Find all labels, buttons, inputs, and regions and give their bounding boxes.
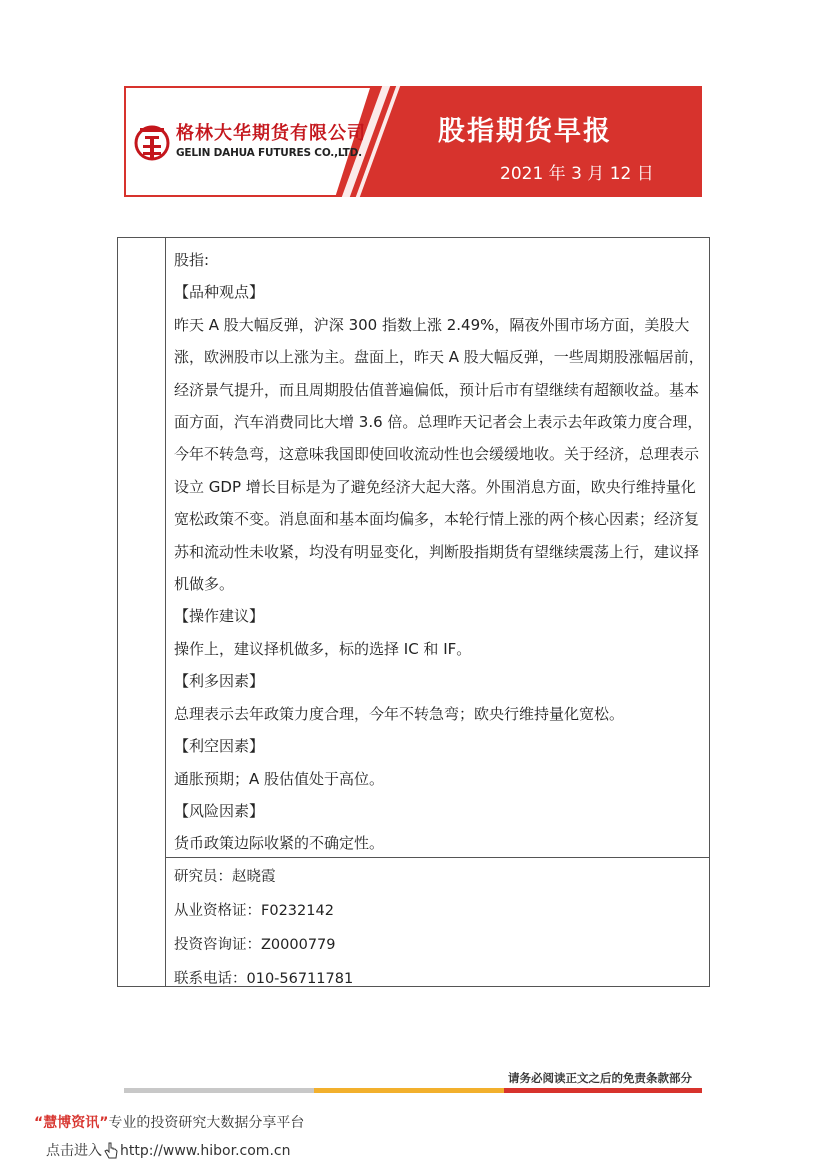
- phone-number: 联系电话：010-56711781: [174, 971, 354, 987]
- license-number: 从业资格证：F0232142: [174, 903, 334, 919]
- footer-bar-red: [504, 1088, 702, 1093]
- pointer-hand-icon: [104, 1142, 118, 1160]
- report-title: 股指期货早报: [438, 116, 612, 147]
- section-text: 货币政策边际收紧的不确定性。: [174, 834, 385, 853]
- report-body: [174, 244, 704, 860]
- table-column-divider: [165, 238, 166, 986]
- section-text: 操作上，建议择机做多，标的选择 IC 和 IF。: [174, 639, 472, 658]
- advisory-number: 投资咨询证：Z0000779: [174, 937, 336, 953]
- promo-line: [34, 1112, 304, 1132]
- site-url[interactable]: http://www.hibor.com.cn: [120, 1143, 291, 1159]
- section-text: 昨天 A 股大幅反弹，沪深 300 指数上涨 2.49%，隔夜外围市场方面，美股大涨，欧洲股市以上涨为主。盘面上，昨天 A 股大幅反弹，一些周期股涨幅居前，经济景气提升，而且周期股估值普遍偏低，预计后市有望继续有超额收益。基本面方面，汽车消费同比大增 3.6 倍。总理昨天记者会上表示去年政策力度合理，今年不转急弯，这意味我国即使回收流动性也会缓缓地收。关于经济，总理表示设立 GDP 增长目标是为了避免经济大起大落。外围消息方面，欧央行维持量化宽松政策不变。消息面和基本面均偏多，本轮行情上涨的两个核心因素；经济复苏和流动性未收紧，均没有明显变化，判断股指期货有望继续震荡上行，建议择机做多。: [174, 315, 704, 594]
- footer-bar-yellow: [314, 1088, 504, 1093]
- section-text: 总理表示去年政策力度合理，今年不转急弯；欧央行维持量化宽松。: [174, 704, 625, 723]
- quote-open: “: [34, 1115, 44, 1131]
- section-label: 【操作建议】: [174, 607, 265, 626]
- company-name-cn: 格林大华期货有限公司: [176, 123, 366, 144]
- section-heading: 股指:: [174, 251, 210, 269]
- researcher-name: 研究员：赵晓霞: [174, 869, 276, 885]
- click-link[interactable]: [46, 1140, 290, 1160]
- quote-close: ”: [99, 1115, 109, 1131]
- section-label: 【利空因素】: [174, 737, 265, 756]
- report-date: 2021 年 3 月 12 日: [500, 164, 654, 184]
- company-logo-icon: [134, 119, 170, 167]
- section-text: 通胀预期；A 股估值处于高位。: [174, 769, 385, 788]
- section-label: 【品种观点】: [174, 283, 265, 302]
- brand-name: 慧博资讯: [43, 1115, 100, 1131]
- contact-block: [174, 860, 694, 996]
- section-label: 【利多因素】: [174, 672, 265, 691]
- slogan-text: 专业的投资研究大数据分享平台: [108, 1115, 305, 1131]
- section-label: 【风险因素】: [174, 801, 265, 820]
- click-text: 点击进入: [46, 1143, 102, 1159]
- footer-bar-gray: [124, 1088, 314, 1093]
- company-name-en: GELIN DAHUA FUTURES CO.,LTD.: [176, 147, 362, 159]
- disclaimer-note: 请务必阅读正文之后的免责条款部分: [508, 1071, 692, 1085]
